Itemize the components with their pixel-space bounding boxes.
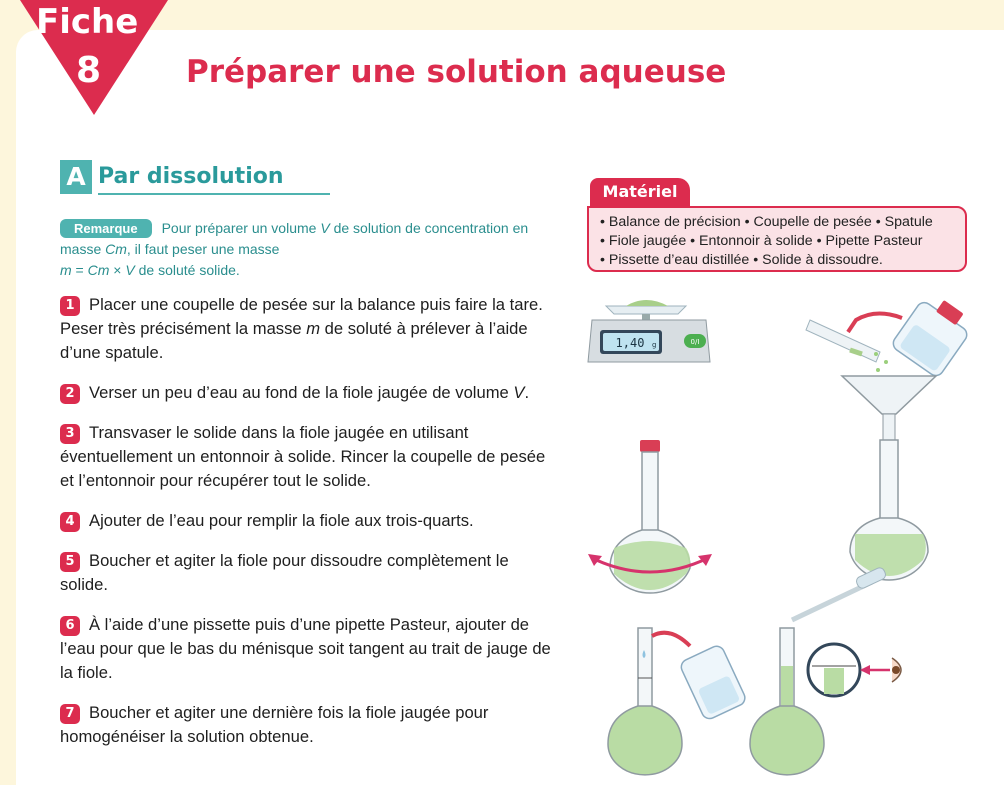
- step-number: 6: [60, 616, 80, 636]
- section-underline: [98, 193, 330, 195]
- step-5: [60, 549, 560, 597]
- step-var: V: [513, 383, 525, 402]
- solid-funnel-icon: [842, 376, 936, 444]
- formula-times: ×: [109, 262, 126, 278]
- badge-word: Fiche: [36, 2, 139, 42]
- step-text: À l’aide d’une pissette puis d’une pipette Pasteur, ajouter de l’eau pour que le bas du ménisque soit tangent au trait de jauge de la fiole.: [60, 615, 551, 682]
- volumetric-flask-icon: [750, 628, 824, 775]
- balance-display: 1,40: [615, 336, 645, 350]
- step-text: .: [524, 383, 530, 402]
- fiche-badge: [0, 0, 190, 120]
- balance-unit: g: [652, 341, 657, 349]
- formula-v: V: [125, 262, 135, 278]
- step-number: 3: [60, 424, 80, 444]
- step-7: [60, 701, 560, 749]
- wash-bottle-icon: [848, 290, 977, 379]
- step-6: [60, 613, 560, 685]
- step-text: Boucher et agiter la fiole pour dissoudre complètement le solide.: [60, 551, 509, 594]
- step-text: Transvaser le solide dans la fiole jaugée en utilisant éventuellement un entonnoir à solide. Rincer la coupelle de pesée et l’entonnoir pour récupérer tout le solide.: [60, 423, 546, 490]
- remarque-tag: Remarque: [60, 219, 152, 238]
- step-text: Verser un peu d’eau au fond de la fiole jaugée de volume: [89, 383, 514, 402]
- steps-list: [60, 293, 560, 765]
- step-2: [60, 381, 560, 405]
- step-text: Boucher et agiter une dernière fois la fiole jaugée pour homogénéiser la solution obtenue.: [60, 703, 489, 746]
- step-number: 7: [60, 704, 80, 724]
- step-number: 5: [60, 552, 80, 572]
- step-1: [60, 293, 560, 365]
- balance-button: 0/I: [690, 338, 700, 346]
- section-letter: A: [60, 160, 92, 194]
- volumetric-flask-icon: [608, 628, 682, 775]
- remarque-var-v: V: [320, 220, 330, 236]
- step-text: de soluté à prélever à l’aide d’une spatule.: [60, 319, 528, 362]
- step-var: m: [306, 319, 321, 338]
- step-number: 2: [60, 384, 80, 404]
- remarque-var-cm: Cm: [105, 241, 127, 257]
- remarque-text: de soluté solide.: [134, 262, 240, 278]
- materiel-line: • Fiole jaugée • Entonnoir à solide • Pipette Pasteur: [600, 233, 923, 249]
- step-4: [60, 509, 560, 533]
- formula-eq: =: [71, 262, 88, 278]
- remarque-text: , il faut peser une masse: [126, 241, 280, 257]
- badge-number: 8: [76, 50, 102, 91]
- remarque-text: de solution de concentration en masse: [60, 220, 529, 257]
- volumetric-flask-icon: [850, 440, 928, 580]
- magnifier-icon: [808, 644, 860, 696]
- step-number: 1: [60, 296, 80, 316]
- wash-bottle-icon: [652, 633, 747, 721]
- step-text: Placer une coupelle de pesée sur la balance puis faire la tare. Peser très précisément la masse: [60, 295, 543, 338]
- step-text: Ajouter de l’eau pour remplir la fiole aux trois-quarts.: [89, 511, 474, 530]
- remarque-text: Pour préparer un volume: [161, 220, 321, 236]
- step-number: 4: [60, 512, 80, 532]
- procedure-illustration: [580, 290, 990, 780]
- materiel-line: • Balance de précision • Coupelle de pesée • Spatule: [600, 214, 933, 230]
- eye-icon: [860, 658, 901, 682]
- materiel-title: Matériel: [590, 178, 690, 208]
- step-3: [60, 421, 560, 493]
- formula-m: m: [60, 262, 72, 278]
- section-title: Par dissolution: [98, 164, 284, 189]
- materiel-line: • Pissette d’eau distillée • Solide à dissoudre.: [600, 252, 883, 268]
- pasteur-pipette-icon: [792, 566, 887, 620]
- materiel-box: [587, 206, 967, 272]
- remarque-note: [60, 218, 530, 281]
- precision-balance-icon: [588, 300, 710, 362]
- formula-cm: Cm: [87, 262, 110, 278]
- page-title: Préparer une solution aqueuse: [186, 54, 727, 90]
